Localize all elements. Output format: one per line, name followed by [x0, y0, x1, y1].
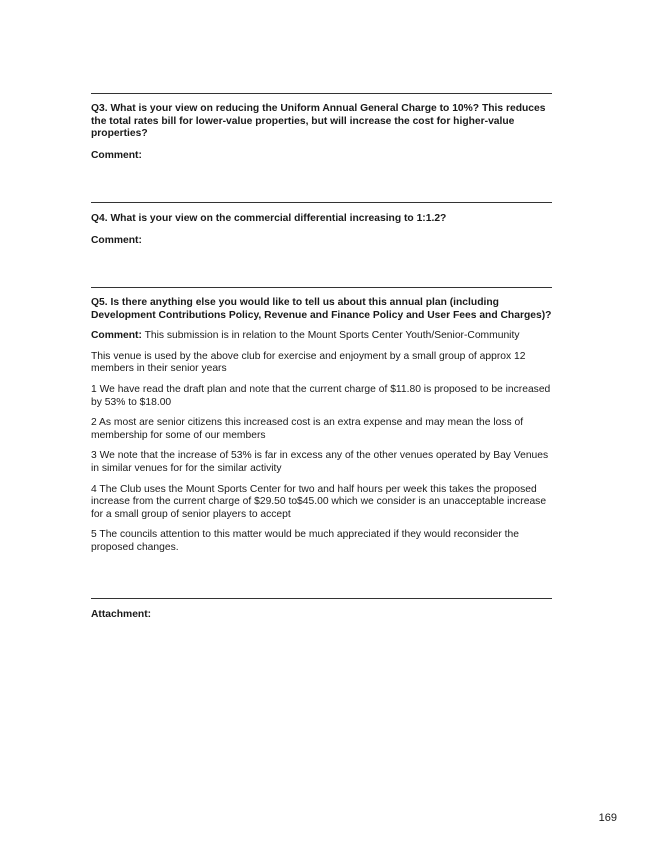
q4-section: [91, 213, 553, 247]
q5-comment-label: Comment:: [91, 330, 142, 342]
q4-comment-label: Comment:: [91, 234, 142, 246]
divider-q5: [91, 287, 552, 288]
divider-q4: [91, 202, 552, 203]
q5-comment-text: This submission is in relation to the Mount Sports Center Youth/Senior-Community: [141, 330, 520, 342]
attachment-section: [91, 609, 553, 622]
q5-paragraph-4: 4 The Club uses the Mount Sports Center for two and half hours per week this takes the proposed increase from the current charge of $29.50 to$45.00 which we consider is an unacceptable increase for a small group of senior players to accept: [91, 483, 547, 520]
divider-attachment: [91, 598, 552, 599]
divider-q3: [91, 93, 552, 94]
q3-comment-label: Comment:: [91, 149, 142, 161]
q5-paragraph-5: 5 The councils attention to this matter would be much appreciated if they would reconsider the proposed changes.: [91, 529, 519, 553]
q5-paragraph-2: 2 As most are senior citizens this increased cost is an extra expense and may mean the loss of membership for some of our members: [91, 417, 524, 441]
q5-paragraph-0: This venue is used by the above club for exercise and enjoyment by a small group of approx 12 members in their senior years: [91, 350, 526, 375]
q5-paragraph-1: 1 We have read the draft plan and note that the current charge of $11.80 is proposed to be increased by 53% to $18.00: [91, 383, 551, 408]
q5-question: Q5. Is there anything else you would like to tell us about this annual plan (including Development Contributions Policy, Revenue and Finance Policy and User Fees and Charges)?: [91, 297, 552, 321]
q5-paragraph-3: 3 We note that the increase of 53% is far in excess any of the other venues operated by Bay Venues in similar venues for for the similar activity: [91, 450, 549, 474]
q3-section: [91, 103, 553, 162]
page-number: 169: [598, 812, 617, 824]
attachment-label: Attachment:: [91, 609, 152, 620]
q5-section: [91, 297, 553, 563]
q4-question: Q4. What is your view on the commercial differential increasing to 1:1.2?: [91, 213, 447, 224]
q5-comment: [91, 330, 553, 343]
q3-question: Q3. What is your view on reducing the Uniform Annual General Charge to 10%? This reduces the total rates bill for lower-value properties, but will increase the cost for higher-value properties?: [91, 103, 546, 140]
